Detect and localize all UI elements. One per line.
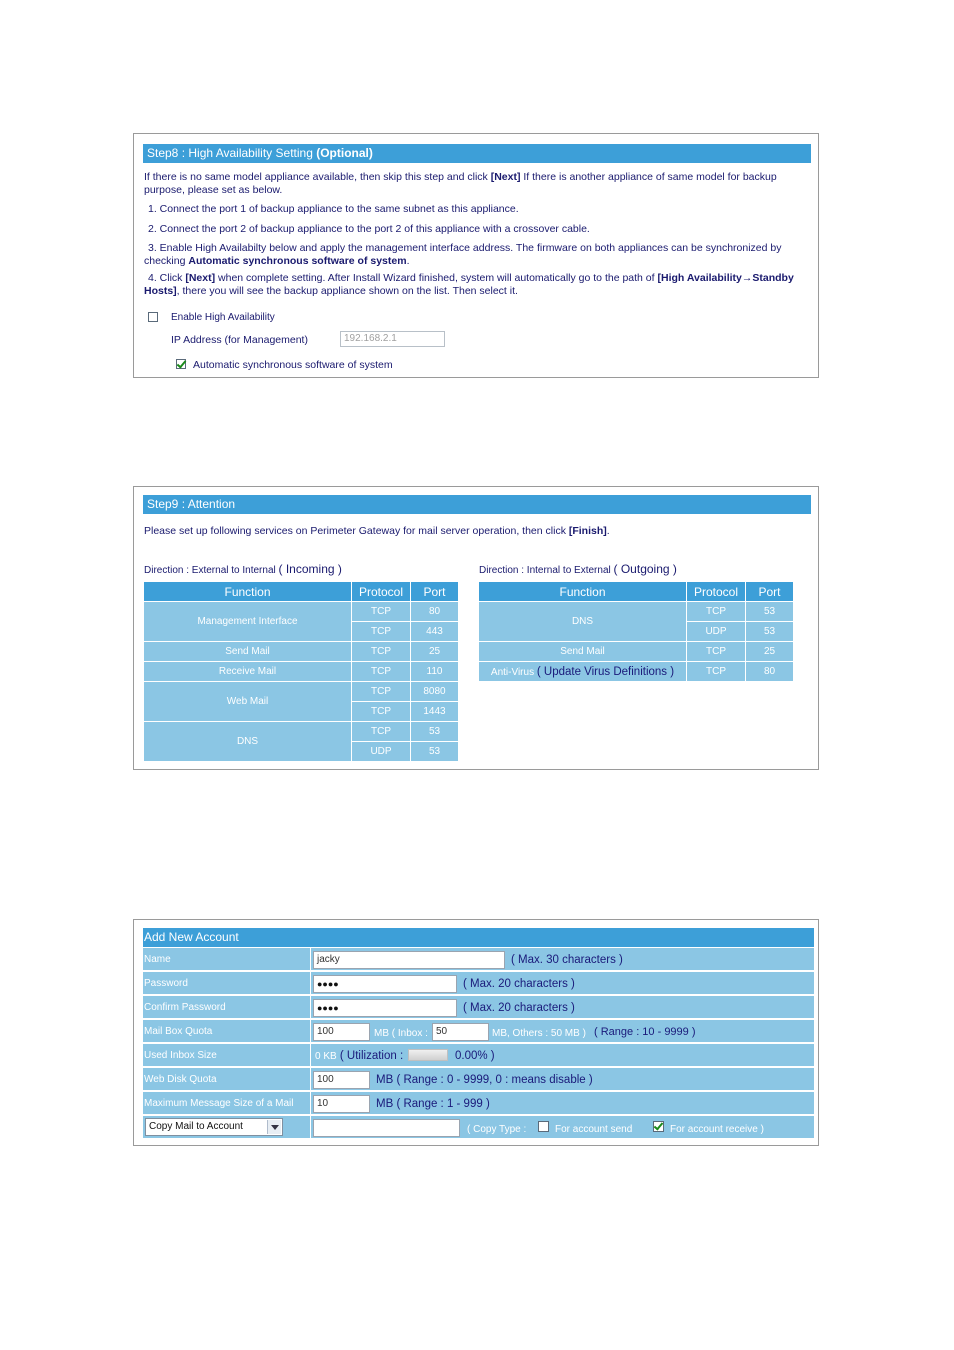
- step9-panel: [133, 486, 819, 770]
- outgoing-header-function: Function: [479, 582, 687, 602]
- table-row: [479, 602, 794, 622]
- utilization-label: ( Utilization :: [339, 1050, 404, 1062]
- step9-title: Step9 : Attention: [143, 495, 811, 514]
- incoming-function-cell: Send Mail: [144, 642, 352, 662]
- mailbox-quota-label: Mail Box Quota: [143, 1020, 311, 1043]
- copy-send-label: For account send: [555, 1124, 633, 1135]
- protocol-cell: TCP: [687, 602, 746, 622]
- protocol-cell: TCP: [352, 662, 411, 682]
- inbox-label: MB ( Inbox :: [374, 1028, 428, 1039]
- incoming-function-cell: DNS: [144, 722, 352, 762]
- protocol-cell: TCP: [352, 702, 411, 722]
- step8-item-4b: Hosts], there you will see the backup appliance shown on the list. Then select it.: [144, 285, 518, 297]
- step8-panel: [133, 133, 819, 378]
- max-message-input[interactable]: 10: [313, 1095, 370, 1113]
- confirm-password-hint: ( Max. 20 characters ): [463, 1002, 575, 1014]
- table-row: [479, 642, 794, 662]
- port-cell: 1443: [411, 702, 459, 722]
- port-cell: 53: [746, 602, 794, 622]
- port-cell: 80: [411, 602, 459, 622]
- utilization-percent: 0.00% ): [455, 1050, 495, 1062]
- table-row: [144, 722, 459, 742]
- protocol-cell: UDP: [352, 742, 411, 762]
- web-disk-quota-input[interactable]: 100: [313, 1071, 370, 1089]
- step8-title: Step8 : High Availability Setting (Optional): [143, 144, 811, 163]
- add-account-title: Add New Account: [143, 928, 814, 947]
- protocol-cell: TCP: [352, 682, 411, 702]
- utilization-bar: [408, 1049, 448, 1061]
- copy-receive-checkbox[interactable]: [653, 1121, 664, 1132]
- web-disk-quota-label: Web Disk Quota: [143, 1068, 311, 1091]
- port-cell: 443: [411, 622, 459, 642]
- step8-intro-line1: If there is no same model appliance available, then skip this step and click [Next] If there is another appliance of same model for backup: [144, 171, 777, 183]
- port-cell: 25: [746, 642, 794, 662]
- name-row: [143, 948, 814, 971]
- port-cell: 53: [411, 722, 459, 742]
- port-cell: 53: [411, 742, 459, 762]
- outgoing-header-port: Port: [746, 582, 794, 602]
- ip-address-input[interactable]: 192.168.2.1: [340, 331, 445, 347]
- name-hint: ( Max. 30 characters ): [511, 954, 623, 966]
- outgoing-function-cell: [479, 662, 687, 682]
- step8-item-3a: 3. Enable High Availabilty below and apply the management interface address. The firmware on both appliances can be synchronized by: [148, 242, 782, 254]
- max-message-row: [143, 1092, 814, 1115]
- protocol-cell: TCP: [352, 622, 411, 642]
- password-row: [143, 972, 814, 995]
- step8-item-3b: checking Automatic synchronous software of system.: [144, 255, 410, 267]
- port-cell: 53: [746, 622, 794, 642]
- step8-item-2: 2. Connect the port 2 of backup appliance to the port 2 of this appliance with a crossover cable.: [148, 223, 590, 235]
- others-label: MB, Others : 50 MB ): [492, 1028, 586, 1039]
- password-label: Password: [143, 972, 311, 995]
- protocol-cell: TCP: [352, 602, 411, 622]
- anti-virus-label: Anti-Virus: [490, 666, 535, 678]
- web-disk-quota-row: [143, 1068, 814, 1091]
- incoming-function-cell: Management Interface: [144, 602, 352, 642]
- port-cell: 80: [746, 662, 794, 682]
- step8-intro-line2: purpose, please set as below.: [144, 184, 283, 196]
- confirm-password-label: Confirm Password: [143, 996, 311, 1019]
- add-account-panel: [133, 919, 819, 1146]
- incoming-header-port: Port: [411, 582, 459, 602]
- incoming-header-protocol: Protocol: [352, 582, 411, 602]
- used-inbox-label: Used Inbox Size: [143, 1044, 311, 1067]
- table-row: [144, 662, 459, 682]
- copy-type-label: ( Copy Type :: [467, 1124, 527, 1135]
- outgoing-header-protocol: Protocol: [687, 582, 746, 602]
- table-row: [144, 642, 459, 662]
- copy-mail-row: [143, 1116, 814, 1139]
- enable-ha-checkbox[interactable]: [148, 312, 158, 322]
- protocol-cell: TCP: [352, 642, 411, 662]
- copy-mail-select-value: Copy Mail to Account: [149, 1121, 243, 1132]
- inbox-quota-input[interactable]: 50: [432, 1023, 489, 1041]
- table-row: [479, 662, 794, 682]
- mailbox-quota-input[interactable]: 100: [313, 1023, 370, 1041]
- auto-sync-checkbox[interactable]: [176, 359, 186, 369]
- max-message-label: Maximum Message Size of a Mail: [143, 1092, 311, 1115]
- confirm-password-input[interactable]: ●●●●: [313, 999, 457, 1017]
- protocol-cell: TCP: [352, 722, 411, 742]
- outgoing-table: [479, 582, 794, 682]
- incoming-table: [144, 582, 459, 762]
- outgoing-function-cell: DNS: [479, 602, 687, 642]
- auto-sync-label: Automatic synchronous software of system: [193, 359, 393, 371]
- outgoing-function-cell: Send Mail: [479, 642, 687, 662]
- step8-item-4a: 4. Click [Next] when complete setting. After Install Wizard finished, system will automatically go to the path of [High Availability→Standby: [148, 272, 794, 284]
- port-cell: 110: [411, 662, 459, 682]
- enable-ha-label: Enable High Availability: [171, 312, 275, 323]
- ip-address-label: IP Address (for Management): [171, 334, 308, 346]
- password-hint: ( Max. 20 characters ): [463, 978, 575, 990]
- copy-receive-label: For account receive ): [670, 1124, 764, 1135]
- quota-range-hint: ( Range : 10 - 9999 ): [594, 1026, 696, 1038]
- max-message-hint: MB ( Range : 1 - 999 ): [376, 1098, 490, 1110]
- copy-mail-account-input[interactable]: [313, 1119, 460, 1137]
- step9-note: Please set up following services on Perimeter Gateway for mail server operation, then click [Finish].: [144, 525, 610, 537]
- password-input[interactable]: ●●●●: [313, 975, 457, 993]
- step8-item-1: 1. Connect the port 1 of backup appliance to the same subnet as this appliance.: [148, 203, 519, 215]
- chevron-down-icon[interactable]: [267, 1120, 281, 1134]
- name-input[interactable]: jacky: [313, 951, 505, 969]
- outgoing-direction: Direction : Internal to External ( Outgoing ): [479, 562, 677, 576]
- incoming-function-cell: Web Mail: [144, 682, 352, 722]
- protocol-cell: TCP: [687, 642, 746, 662]
- table-row: [144, 602, 459, 622]
- incoming-function-cell: Receive Mail: [144, 662, 352, 682]
- web-disk-quota-hint: MB ( Range : 0 - 9999, 0 : means disable ): [376, 1074, 593, 1086]
- port-cell: 25: [411, 642, 459, 662]
- mailbox-quota-row: [143, 1020, 814, 1043]
- copy-mail-select[interactable]: [145, 1118, 283, 1136]
- protocol-cell: UDP: [687, 622, 746, 642]
- incoming-direction: Direction : External to Internal ( Incoming ): [144, 562, 342, 576]
- table-row: [144, 682, 459, 702]
- copy-send-checkbox[interactable]: [538, 1121, 549, 1132]
- used-inbox-kb: 0 KB: [315, 1051, 337, 1062]
- name-label: Name: [143, 948, 311, 971]
- incoming-header-function: Function: [144, 582, 352, 602]
- protocol-cell: TCP: [687, 662, 746, 682]
- used-inbox-row: [143, 1044, 814, 1067]
- update-virus-definitions-link[interactable]: ( Update Virus Definitions ): [536, 665, 675, 678]
- confirm-password-row: [143, 996, 814, 1019]
- port-cell: 8080: [411, 682, 459, 702]
